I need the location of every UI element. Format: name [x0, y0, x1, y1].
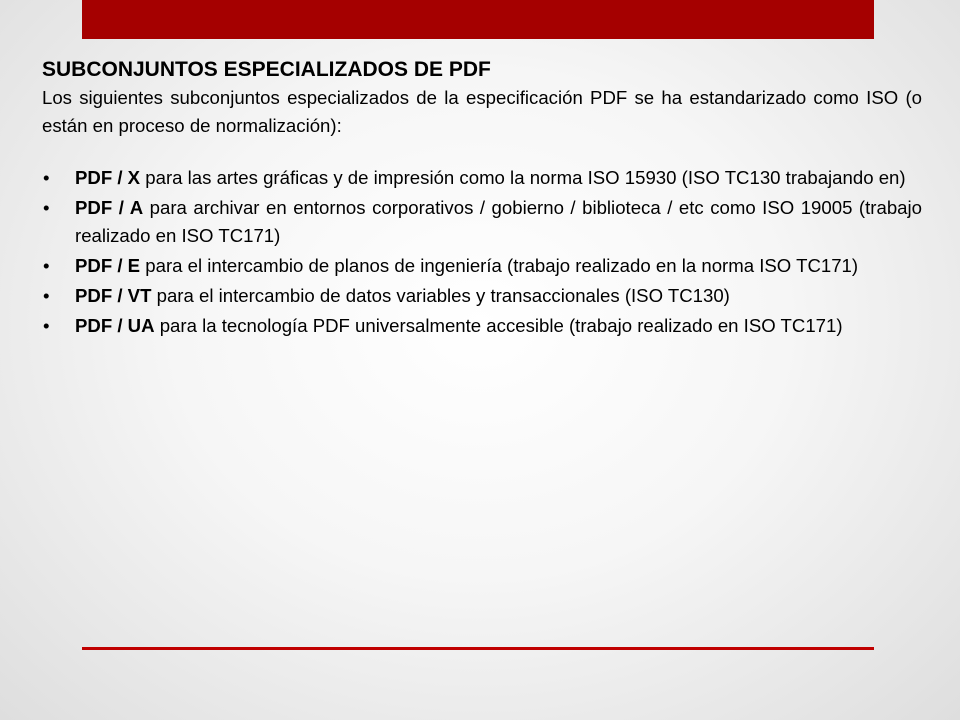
list-item	[42, 194, 922, 250]
slide-title: SUBCONJUNTOS ESPECIALIZADOS DE PDF	[42, 58, 491, 81]
list-item	[42, 252, 922, 280]
intro-paragraph: Los siguientes subconjuntos especializados de la especificación PDF se ha estandarizado como ISO (o están en proceso de normalización):	[42, 87, 922, 136]
bullet-icon: •	[43, 255, 50, 276]
list-item	[42, 312, 922, 340]
item-name: PDF / A	[75, 197, 144, 218]
list-item	[42, 282, 922, 310]
bullet-icon: •	[43, 315, 50, 336]
bottom-divider-line	[82, 647, 874, 650]
item-text: para el intercambio de planos de ingeniería (trabajo realizado en la norma ISO TC171)	[140, 255, 859, 276]
item-name: PDF / UA	[75, 315, 155, 336]
item-text: para la tecnología PDF universalmente accesible (trabajo realizado en ISO TC171)	[154, 315, 843, 336]
bullet-icon: •	[43, 167, 50, 188]
top-accent-bar	[82, 0, 874, 39]
list-item	[42, 164, 922, 192]
item-name: PDF / X	[75, 167, 141, 188]
item-name: PDF / E	[75, 255, 141, 276]
item-text: para el intercambio de datos variables y transaccionales (ISO TC130)	[151, 285, 730, 306]
bullet-icon: •	[43, 197, 50, 218]
item-name: PDF / VT	[75, 285, 152, 306]
bullet-icon: •	[43, 285, 50, 306]
subset-list	[42, 164, 922, 340]
item-text: para archivar en entornos corporativos / gobierno / biblioteca / etc como ISO 19005 (trabajo realizado en ISO TC171)	[75, 197, 922, 246]
slide-content	[42, 56, 922, 342]
item-text: para las artes gráficas y de impresión como la norma ISO 15930 (ISO TC130 trabajando en)	[140, 167, 906, 188]
